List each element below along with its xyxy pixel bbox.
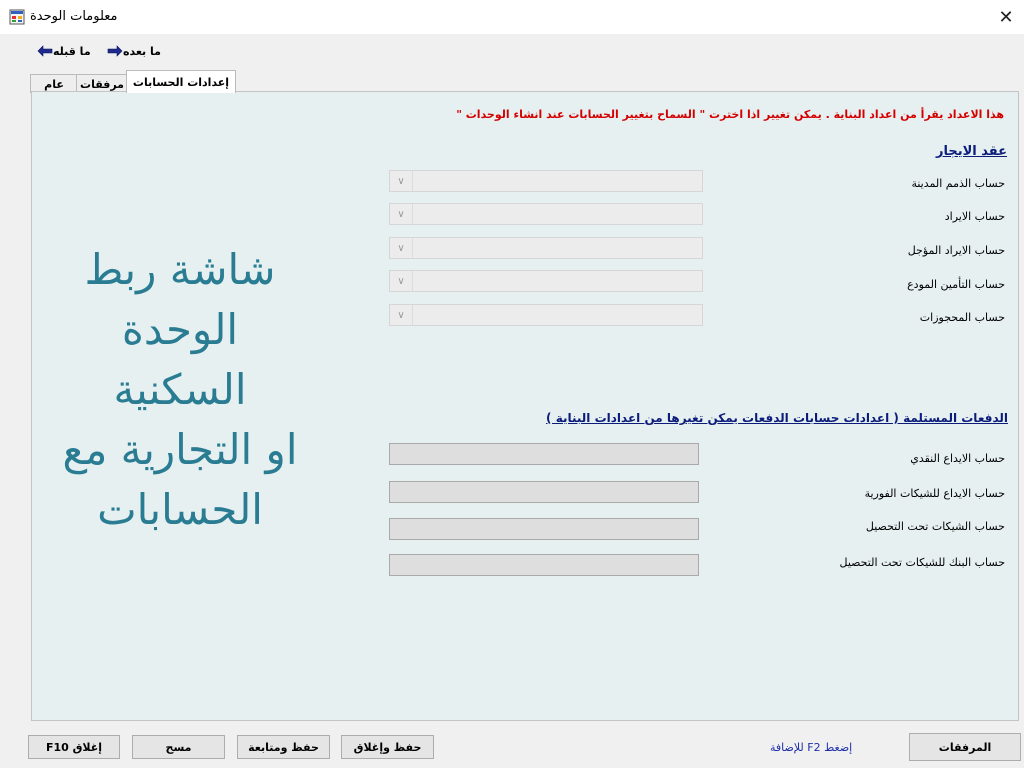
payments-section-title: الدفعات المستلمة ( اعدادات حسابات الدفعات يمكن تغيرها من اعدادات البناية ) xyxy=(546,411,1008,425)
close-f10-button[interactable]: إغلاق F10 xyxy=(28,735,120,759)
screen-caption xyxy=(50,240,310,540)
attachments-button[interactable]: المرفقات xyxy=(909,733,1021,761)
revenue-account-label: حساب الايراد xyxy=(944,210,1005,223)
immediate-cheques-account-field[interactable] xyxy=(389,481,699,503)
cheques-under-collection-account-label: حساب الشيكات تحت التحصيل xyxy=(865,520,1005,533)
close-icon: ✕ xyxy=(998,6,1014,28)
next-record-button[interactable] xyxy=(103,44,161,58)
clear-button[interactable]: مسح xyxy=(132,735,225,759)
building-settings-note: هذا الاعداد يقرأ من اعداد البناية . يمكن تغيير اذا اخترت " السماح بتغيير الحسابات عند انشاء الوحدات " xyxy=(456,108,1004,121)
revenue-account-select[interactable] xyxy=(389,203,703,225)
window-title: معلومات الوحدة xyxy=(30,9,118,24)
chevron-down-icon: ∨ xyxy=(390,238,413,258)
security-deposit-account-label: حساب التأمين المودع xyxy=(907,278,1005,291)
immediate-cheques-account-label: حساب الايداع للشيكات الفورية xyxy=(864,487,1005,500)
app-window-icon xyxy=(9,9,25,25)
bank-cheques-collection-account-field[interactable] xyxy=(389,554,699,576)
chevron-down-icon: ∨ xyxy=(390,171,413,191)
reservations-account-select[interactable] xyxy=(389,304,703,326)
deferred-revenue-account-label: حساب الايراد المؤجل xyxy=(907,244,1005,257)
save-continue-button[interactable]: حفظ ومتابعة xyxy=(237,735,330,759)
arrow-left-icon xyxy=(37,45,53,57)
tab-attachments[interactable]: مرفقات xyxy=(76,74,128,93)
arrow-right-icon xyxy=(107,45,123,57)
title-bar xyxy=(0,0,1024,34)
previous-record-label: ما قبله xyxy=(53,44,91,58)
lease-section-title: عقد الايجار xyxy=(935,144,1007,159)
caption-line: الحسابات xyxy=(97,485,263,534)
chevron-down-icon: ∨ xyxy=(390,204,413,224)
close-button[interactable] xyxy=(992,4,1020,30)
caption-line: او التجارية مع xyxy=(62,425,298,474)
caption-line: الوحدة السكنية xyxy=(113,305,247,414)
next-record-label: ما بعده xyxy=(123,44,161,58)
previous-record-button[interactable] xyxy=(33,44,91,58)
cash-deposit-account-field[interactable] xyxy=(389,443,699,465)
reservations-account-label: حساب المحجوزات xyxy=(919,311,1005,324)
chevron-down-icon: ∨ xyxy=(390,305,413,325)
tab-accounts-settings[interactable]: إعدادات الحسابات xyxy=(126,70,236,93)
security-deposit-account-select[interactable] xyxy=(389,270,703,292)
cheques-under-collection-account-field[interactable] xyxy=(389,518,699,540)
caption-line: شاشة ربط xyxy=(84,245,276,294)
f2-add-hint: إضغط F2 للإضافة xyxy=(770,741,853,754)
chevron-down-icon: ∨ xyxy=(390,271,413,291)
tab-general[interactable]: عام xyxy=(30,74,78,93)
receivables-account-select[interactable] xyxy=(389,170,703,192)
save-close-button[interactable]: حفظ وإغلاق xyxy=(341,735,434,759)
deferred-revenue-account-select[interactable] xyxy=(389,237,703,259)
bank-cheques-collection-account-label: حساب البنك للشيكات تحت التحصيل xyxy=(839,556,1005,569)
receivables-account-label: حساب الذمم المدينة xyxy=(911,177,1005,190)
cash-deposit-account-label: حساب الايداع النقدي xyxy=(910,452,1005,465)
